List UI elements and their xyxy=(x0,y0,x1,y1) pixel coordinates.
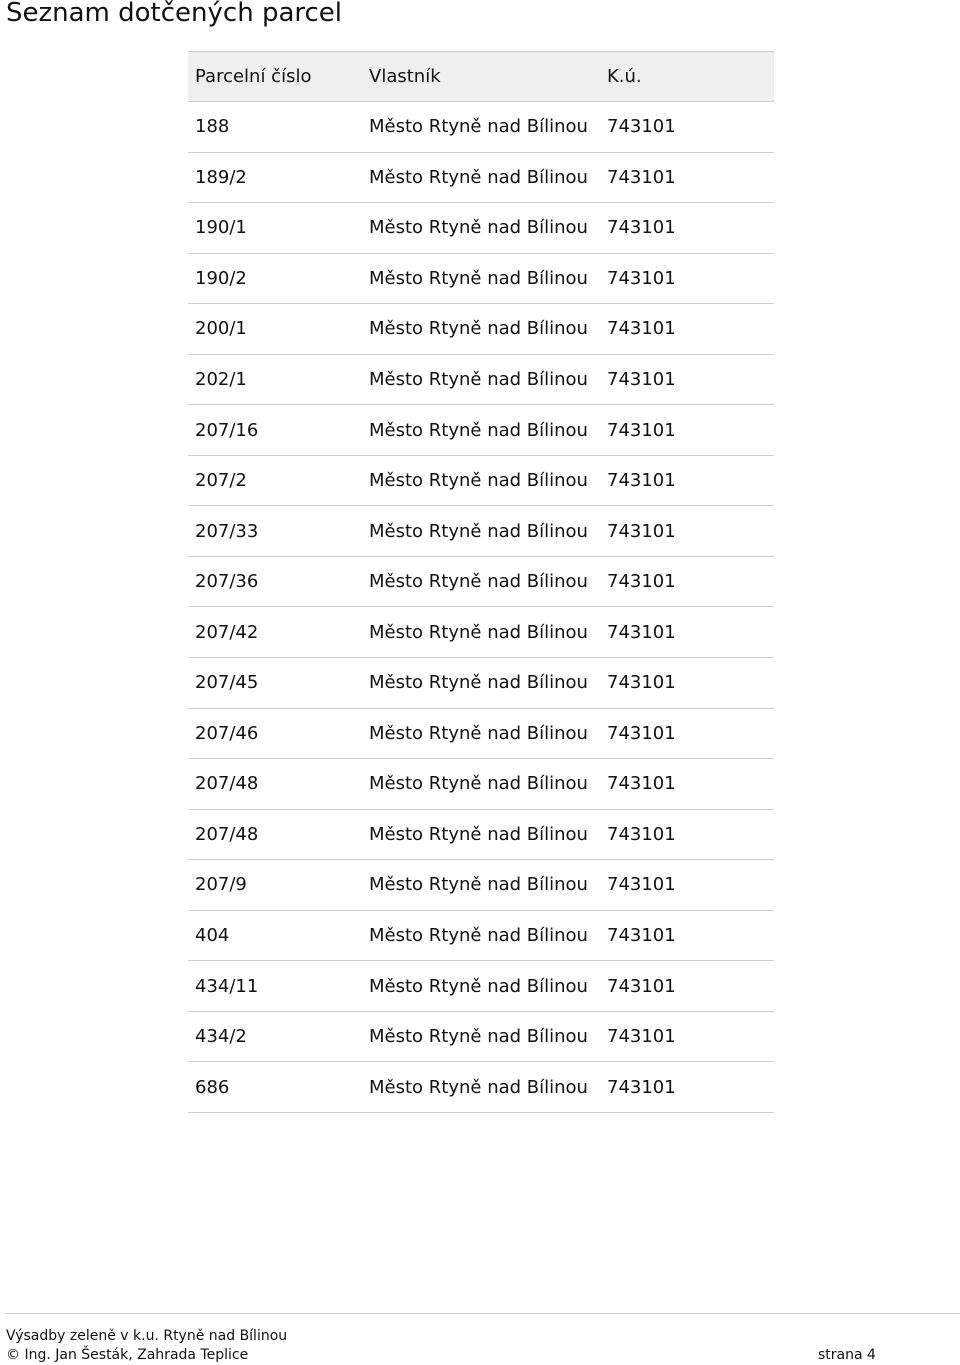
cell-parcel-number: 207/33 xyxy=(188,506,362,557)
table-row xyxy=(188,910,774,961)
table-row xyxy=(188,658,774,709)
footer-document-title: Výsadby zeleně v k.u. Rtyně nad Bílinou xyxy=(6,1328,288,1344)
cell-parcel-number: 189/2 xyxy=(188,152,362,203)
table-row xyxy=(188,556,774,607)
cell-owner: Město Rtyně nad Bílinou xyxy=(362,658,594,709)
cell-cadastral-area: 743101 xyxy=(594,102,774,153)
cell-cadastral-area: 743101 xyxy=(594,809,774,860)
cell-parcel-number: 207/48 xyxy=(188,759,362,810)
table-row xyxy=(188,607,774,658)
cell-parcel-number: 207/48 xyxy=(188,809,362,860)
cell-owner: Město Rtyně nad Bílinou xyxy=(362,203,594,254)
cell-owner: Město Rtyně nad Bílinou xyxy=(362,253,594,304)
footer-page-number: strana 4 xyxy=(818,1347,876,1363)
cell-owner: Město Rtyně nad Bílinou xyxy=(362,1011,594,1062)
cell-owner: Město Rtyně nad Bílinou xyxy=(362,860,594,911)
table-row xyxy=(188,405,774,456)
column-header-owner: Vlastník xyxy=(362,52,594,102)
cell-cadastral-area: 743101 xyxy=(594,1011,774,1062)
cell-owner: Město Rtyně nad Bílinou xyxy=(362,910,594,961)
cell-cadastral-area: 743101 xyxy=(594,708,774,759)
cell-parcel-number: 190/2 xyxy=(188,253,362,304)
cell-cadastral-area: 743101 xyxy=(594,961,774,1012)
cell-owner: Město Rtyně nad Bílinou xyxy=(362,809,594,860)
table-row xyxy=(188,809,774,860)
cell-owner: Město Rtyně nad Bílinou xyxy=(362,354,594,405)
cell-parcel-number: 190/1 xyxy=(188,203,362,254)
cell-owner: Město Rtyně nad Bílinou xyxy=(362,102,594,153)
cell-owner: Město Rtyně nad Bílinou xyxy=(362,708,594,759)
table-row xyxy=(188,506,774,557)
table-row xyxy=(188,152,774,203)
table-row xyxy=(188,304,774,355)
table-row xyxy=(188,1011,774,1062)
cell-parcel-number: 200/1 xyxy=(188,304,362,355)
cell-owner: Město Rtyně nad Bílinou xyxy=(362,506,594,557)
footer-copyright: © Ing. Jan Šesták, Zahrada Teplice xyxy=(6,1347,249,1363)
cell-cadastral-area: 743101 xyxy=(594,759,774,810)
table-header-row xyxy=(188,52,774,102)
cell-parcel-number: 188 xyxy=(188,102,362,153)
cell-owner: Město Rtyně nad Bílinou xyxy=(362,1062,594,1113)
footer-divider xyxy=(4,1313,960,1314)
table-row xyxy=(188,759,774,810)
column-header-cadastral-area: K.ú. xyxy=(594,52,774,102)
cell-cadastral-area: 743101 xyxy=(594,455,774,506)
cell-parcel-number: 207/46 xyxy=(188,708,362,759)
cell-parcel-number: 434/2 xyxy=(188,1011,362,1062)
cell-cadastral-area: 743101 xyxy=(594,910,774,961)
cell-cadastral-area: 743101 xyxy=(594,304,774,355)
cell-owner: Město Rtyně nad Bílinou xyxy=(362,152,594,203)
cell-cadastral-area: 743101 xyxy=(594,556,774,607)
cell-cadastral-area: 743101 xyxy=(594,860,774,911)
cell-cadastral-area: 743101 xyxy=(594,405,774,456)
cell-owner: Město Rtyně nad Bílinou xyxy=(362,455,594,506)
cell-parcel-number: 686 xyxy=(188,1062,362,1113)
cell-owner: Město Rtyně nad Bílinou xyxy=(362,304,594,355)
cell-cadastral-area: 743101 xyxy=(594,152,774,203)
table-row xyxy=(188,253,774,304)
table-row xyxy=(188,203,774,254)
cell-parcel-number: 404 xyxy=(188,910,362,961)
cell-owner: Město Rtyně nad Bílinou xyxy=(362,607,594,658)
column-header-parcel-number: Parcelní číslo xyxy=(188,52,362,102)
cell-cadastral-area: 743101 xyxy=(594,253,774,304)
cell-parcel-number: 202/1 xyxy=(188,354,362,405)
cell-cadastral-area: 743101 xyxy=(594,203,774,254)
table-row xyxy=(188,961,774,1012)
table-row xyxy=(188,455,774,506)
cell-parcel-number: 207/2 xyxy=(188,455,362,506)
cell-parcel-number: 434/11 xyxy=(188,961,362,1012)
cell-parcel-number: 207/42 xyxy=(188,607,362,658)
cell-cadastral-area: 743101 xyxy=(594,607,774,658)
cell-owner: Město Rtyně nad Bílinou xyxy=(362,961,594,1012)
table-row xyxy=(188,354,774,405)
cell-parcel-number: 207/45 xyxy=(188,658,362,709)
page-title: Seznam dotčených parcel xyxy=(6,0,343,28)
cell-parcel-number: 207/9 xyxy=(188,860,362,911)
parcel-table xyxy=(188,51,774,1113)
cell-cadastral-area: 743101 xyxy=(594,658,774,709)
cell-parcel-number: 207/16 xyxy=(188,405,362,456)
table-row xyxy=(188,102,774,153)
table-body xyxy=(188,102,774,1113)
table-row xyxy=(188,1062,774,1113)
table-row xyxy=(188,860,774,911)
cell-cadastral-area: 743101 xyxy=(594,506,774,557)
cell-owner: Město Rtyně nad Bílinou xyxy=(362,759,594,810)
cell-cadastral-area: 743101 xyxy=(594,354,774,405)
cell-cadastral-area: 743101 xyxy=(594,1062,774,1113)
table-row xyxy=(188,708,774,759)
cell-owner: Město Rtyně nad Bílinou xyxy=(362,556,594,607)
cell-parcel-number: 207/36 xyxy=(188,556,362,607)
cell-owner: Město Rtyně nad Bílinou xyxy=(362,405,594,456)
